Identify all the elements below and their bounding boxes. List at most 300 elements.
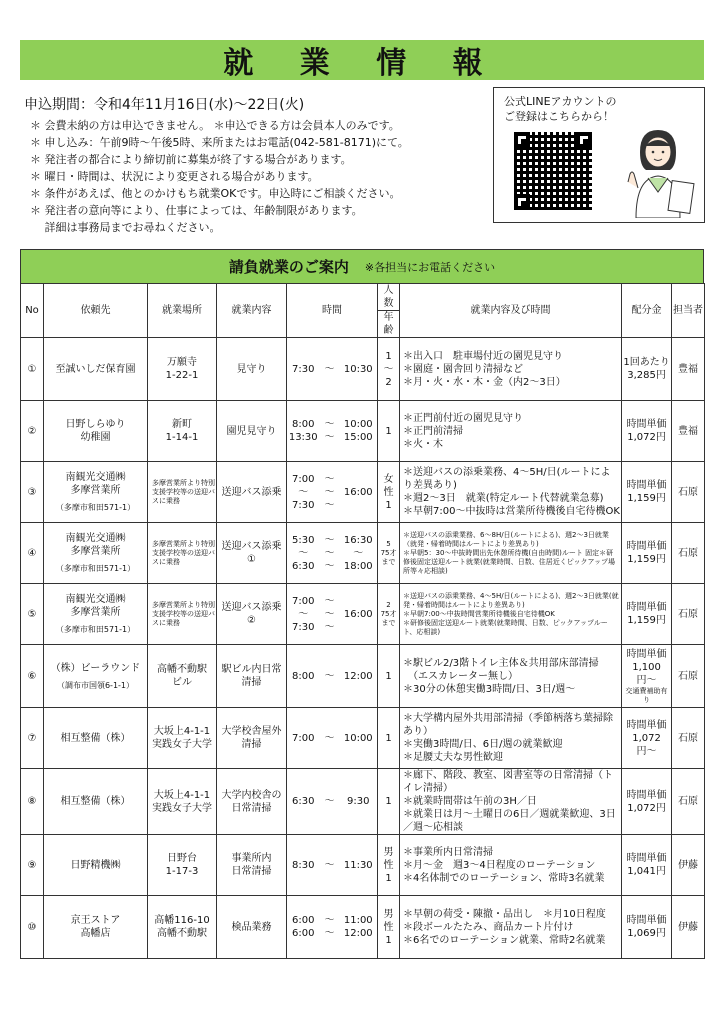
cell-detail bbox=[400, 584, 622, 645]
cell-line: 11:00 bbox=[343, 915, 373, 926]
cell-line: 16:00 bbox=[343, 608, 373, 620]
cell-line: 1,072円〜 bbox=[632, 732, 661, 757]
cell-line: 〜 bbox=[298, 486, 309, 498]
cell-line: 性 bbox=[383, 859, 394, 871]
col-staff: 担当者 bbox=[672, 284, 705, 338]
cell-line: 1,069円 bbox=[627, 928, 666, 939]
cell-client bbox=[44, 338, 148, 401]
section-title: 請負就業のご案内 bbox=[228, 258, 349, 276]
cell-line: ① bbox=[247, 554, 256, 565]
cell-line: （エスカレーター無し） bbox=[403, 670, 519, 682]
cell-line: 大学校舎屋外 bbox=[221, 726, 282, 737]
cell-no: ③ bbox=[21, 462, 44, 523]
cell-no: ⑩ bbox=[21, 896, 44, 959]
cell-time-sep bbox=[320, 896, 340, 959]
job-table bbox=[20, 283, 705, 959]
cell-place bbox=[148, 708, 217, 769]
notes-list bbox=[30, 117, 500, 236]
cell-line: 1,159円 bbox=[627, 554, 666, 565]
cell-line: ＊駅ビル2/3階トイレ主体＆共用部床部清掃 bbox=[403, 657, 599, 669]
cell-line: 日常清掃 bbox=[231, 802, 272, 814]
cell-line: 7:00 bbox=[292, 595, 315, 607]
cell-line: 幼稚園 bbox=[80, 432, 111, 443]
cell-no: ⑧ bbox=[21, 769, 44, 835]
cell-line: ＊出入口 駐車場付近の園児見守り bbox=[403, 350, 564, 362]
cell-line: 相互整備（株） bbox=[60, 732, 131, 744]
cell-line: 1,159円 bbox=[627, 615, 666, 626]
cell-line: 11:30 bbox=[343, 859, 373, 871]
time-separator: 〜 bbox=[324, 473, 335, 485]
cell-start-time bbox=[287, 708, 320, 769]
cell-staff: 伊藤 bbox=[672, 896, 705, 959]
cell-line: 16:30 bbox=[343, 534, 373, 546]
cell-content bbox=[217, 769, 287, 835]
cell-pay bbox=[622, 462, 672, 523]
cell-line: 性 bbox=[383, 486, 394, 498]
cell-line: 多摩営業所 bbox=[70, 485, 121, 496]
cell-line: まで bbox=[381, 618, 396, 627]
cell-line: 2 bbox=[385, 376, 392, 388]
cell-line: 男 bbox=[383, 846, 394, 858]
cell-pay bbox=[622, 523, 672, 584]
cell-people bbox=[378, 835, 400, 896]
cell-line: 8:00 bbox=[292, 670, 315, 682]
cell-line: 大坂上4-1-1 bbox=[153, 726, 211, 737]
cell-detail bbox=[400, 523, 622, 584]
cell-line: 京王ストア bbox=[70, 915, 121, 926]
table-row bbox=[21, 645, 705, 708]
cell-line: 送迎バス添乗 bbox=[221, 541, 282, 552]
cell-no: ⑤ bbox=[21, 584, 44, 645]
cell-line: 5:30 bbox=[292, 534, 315, 546]
cell-line: 実践女子大学 bbox=[152, 739, 212, 750]
cell-line: 1 bbox=[385, 425, 392, 437]
cell-content bbox=[217, 338, 287, 401]
cell-line: 1,072円 bbox=[627, 802, 666, 814]
client-address: （多摩市和田571-1） bbox=[55, 625, 136, 634]
cell-place bbox=[148, 523, 217, 584]
cell-line: 南観光交通㈱ bbox=[65, 472, 126, 483]
cell-line: 女 bbox=[383, 473, 394, 485]
cell-people bbox=[378, 401, 400, 462]
cell-line: 1,072円 bbox=[627, 432, 666, 443]
cell-line: ＊火・木 bbox=[403, 438, 444, 450]
cell-pay bbox=[622, 708, 672, 769]
cell-people bbox=[378, 645, 400, 708]
time-separator: 〜 bbox=[324, 547, 335, 559]
cell-line: 高幡店 bbox=[80, 928, 111, 939]
cell-line: ＊30分の休憩実働3時間/日、3日/週〜 bbox=[403, 683, 576, 695]
time-separator: 〜 bbox=[324, 928, 335, 939]
cell-line: 1-22-1 bbox=[165, 370, 199, 381]
cell-client bbox=[44, 896, 148, 959]
col-no: No bbox=[21, 284, 44, 338]
cell-line: 6:30 bbox=[292, 796, 315, 807]
cell-detail bbox=[400, 645, 622, 708]
table-row bbox=[21, 338, 705, 401]
cell-line: 大学内校舎の bbox=[221, 789, 282, 801]
cell-end-time bbox=[340, 462, 378, 523]
cell-line: 時間単価 bbox=[626, 648, 667, 660]
col-content: 就業内容 bbox=[217, 284, 287, 338]
cell-line: 時間単価 bbox=[626, 480, 667, 491]
cell-time-sep bbox=[320, 708, 340, 769]
cell-staff: 豊福 bbox=[672, 401, 705, 462]
cell-line: 12:00 bbox=[343, 670, 373, 682]
cell-client bbox=[44, 523, 148, 584]
time-separator: 〜 bbox=[324, 486, 335, 498]
table-row bbox=[21, 584, 705, 645]
cell-line: 7:30 bbox=[292, 499, 315, 511]
cell-detail bbox=[400, 338, 622, 401]
cell-line: 1 bbox=[385, 934, 392, 946]
cell-line: 7:00 bbox=[292, 473, 315, 485]
cell-content bbox=[217, 708, 287, 769]
cell-line: 検品業務 bbox=[231, 921, 272, 933]
cell-line: 〜 bbox=[298, 608, 309, 620]
cell-content bbox=[217, 523, 287, 584]
client-address: （多摩市和田571-1） bbox=[55, 564, 136, 573]
cell-line: 日野精機㈱ bbox=[70, 859, 121, 871]
cell-line: 7:00 bbox=[292, 732, 315, 744]
cell-start-time bbox=[287, 401, 320, 462]
cell-people bbox=[378, 462, 400, 523]
cell-pay bbox=[622, 769, 672, 835]
cell-line: ＊正門前清掃 bbox=[403, 425, 464, 437]
cell-line: 1 bbox=[385, 499, 392, 511]
cell-detail bbox=[400, 896, 622, 959]
cell-pay bbox=[622, 645, 672, 708]
cell-line: ＊就業日は月〜土曜日の6日／週就業歓迎、3日／週〜応相談 bbox=[403, 809, 616, 833]
cell-line: 高幡116-10 bbox=[154, 915, 210, 926]
cell-line: 〜 bbox=[298, 547, 309, 559]
cell-content bbox=[217, 462, 287, 523]
cell-line: ＊廊下、階段、教室、図書室等の日常清掃（トイレ清掃） bbox=[403, 770, 614, 794]
cell-line: 交通費補助有り bbox=[625, 686, 668, 704]
cell-line: 男 bbox=[383, 908, 394, 920]
cell-line: 3,285円 bbox=[627, 370, 666, 381]
cell-staff: 石原 bbox=[672, 584, 705, 645]
cell-line: 性 bbox=[383, 921, 394, 933]
cell-line: ＊早朝7:00〜中抜時は営業所待機後自宅待機OK bbox=[403, 506, 620, 517]
cell-end-time bbox=[340, 896, 378, 959]
time-separator: 〜 bbox=[324, 363, 335, 375]
cell-line: ＊送迎バスの添乗業務、6〜8H/日(ルートによる)、週2〜3日就業（就発・帰着時間はルートにより差異あり) bbox=[403, 530, 609, 548]
cell-detail bbox=[400, 708, 622, 769]
cell-detail bbox=[400, 401, 622, 462]
cell-start-time bbox=[287, 645, 320, 708]
time-separator: 〜 bbox=[324, 796, 335, 807]
cell-line: 75才 bbox=[380, 609, 397, 618]
cell-time-sep bbox=[320, 769, 340, 835]
time-separator: 〜 bbox=[324, 560, 335, 572]
cell-client bbox=[44, 584, 148, 645]
cell-people bbox=[378, 769, 400, 835]
note-line: ＊ 発注者の意向等により、仕事によっては、年齢制限があります。 bbox=[30, 204, 363, 217]
time-separator: 〜 bbox=[324, 595, 335, 607]
cell-client bbox=[44, 708, 148, 769]
cell-line: 13:30 bbox=[288, 432, 318, 443]
cell-people bbox=[378, 523, 400, 584]
cell-people bbox=[378, 896, 400, 959]
cell-line: 事業所内 bbox=[231, 853, 272, 864]
cell-line: ＊月・火・水・木・金（内2〜3日） bbox=[403, 376, 566, 388]
cell-line: ＊研修後固定送迎ルート就業(就業時間、日数、ピックアップルート、応相談) bbox=[403, 618, 608, 636]
cell-end-time bbox=[340, 645, 378, 708]
cell-line: ＊園庭・園舎回り清掃など bbox=[403, 363, 524, 375]
cell-line: 2 bbox=[386, 600, 391, 609]
cell-line: ＊就業時間帯は午前の3H／日 bbox=[403, 796, 537, 807]
cell-line: 10:00 bbox=[343, 419, 373, 430]
cell-line: 8:30 bbox=[292, 859, 315, 871]
cell-line: 多摩営業所 bbox=[70, 607, 121, 618]
table-row bbox=[21, 769, 705, 835]
cell-place bbox=[148, 584, 217, 645]
cell-line: 多摩営業所より特別支援学校等の送迎バスに乗務 bbox=[152, 600, 215, 627]
cell-staff: 石原 bbox=[672, 462, 705, 523]
cell-end-time bbox=[340, 769, 378, 835]
time-separator: 〜 bbox=[324, 732, 335, 744]
cell-end-time bbox=[340, 523, 378, 584]
cell-line: 日野しらゆり bbox=[65, 419, 126, 430]
cell-line: 時間単価 bbox=[626, 719, 667, 731]
cell-line: 10:00 bbox=[343, 732, 373, 744]
cell-no: ⑦ bbox=[21, 708, 44, 769]
note-line: ＊ 申し込み：午前9時〜午後5時、来所またはお電話(042-581-8171)にて。 bbox=[30, 136, 409, 149]
cell-start-time bbox=[287, 584, 320, 645]
section-subtitle: ※各担当にお電話ください bbox=[364, 260, 496, 274]
cell-pay bbox=[622, 338, 672, 401]
cell-line: 清掃 bbox=[241, 739, 262, 750]
application-period: 申込期間：令和4年11月16日(水)〜22日(火) bbox=[24, 97, 305, 113]
cell-start-time bbox=[287, 523, 320, 584]
cell-start-time bbox=[287, 462, 320, 523]
cell-line: 南観光交通㈱ bbox=[65, 594, 126, 605]
cell-line: 7:30 bbox=[292, 621, 315, 633]
woman-illustration-icon bbox=[618, 122, 698, 218]
page-title: 就 業 情 報 bbox=[223, 46, 501, 81]
cell-line: ＊正門前付近の園児見守り bbox=[403, 412, 524, 424]
cell-line: 日常清掃 bbox=[231, 866, 272, 877]
cell-content bbox=[217, 835, 287, 896]
note-line: ＊ 曜日・時間は、状況により変更される場合があります。 bbox=[30, 170, 319, 183]
note-line: ＊ 発注者の都合により締切前に募集が終了する場合があります。 bbox=[30, 153, 352, 166]
cell-time-sep bbox=[320, 835, 340, 896]
cell-line: 多摩営業所より特別支援学校等の送迎バスに乗務 bbox=[152, 478, 215, 505]
cell-line: 1 bbox=[385, 872, 392, 884]
table-row bbox=[21, 708, 705, 769]
cell-client bbox=[44, 401, 148, 462]
cell-line: ＊早朝5：30〜中抜時間出先休憩所待機(自由時間)ルート 固定＊研修後固定送迎ルート就業(就業時間、日数、住居近くピックアップ場所等々応相談) bbox=[403, 548, 615, 575]
cell-place bbox=[148, 338, 217, 401]
cell-line: 南観光交通㈱ bbox=[65, 533, 126, 544]
section-header bbox=[20, 249, 704, 284]
cell-people bbox=[378, 708, 400, 769]
col-pay: 配分金 bbox=[622, 284, 672, 338]
cell-place bbox=[148, 462, 217, 523]
cell-line: 送迎バス添乗 bbox=[221, 486, 282, 498]
cell-client bbox=[44, 645, 148, 708]
cell-time-sep bbox=[320, 523, 340, 584]
cell-detail bbox=[400, 769, 622, 835]
note-line: 詳細は事務局までお尋ねください。 bbox=[30, 221, 221, 234]
client-address: （多摩市和田571-1） bbox=[55, 503, 136, 512]
cell-line: 駅ビル内日常 bbox=[221, 664, 282, 675]
cell-staff: 豊福 bbox=[672, 338, 705, 401]
cell-line: 高幡不動駅 bbox=[157, 928, 207, 939]
cell-content bbox=[217, 584, 287, 645]
cell-end-time bbox=[340, 338, 378, 401]
table-row bbox=[21, 835, 705, 896]
table-row bbox=[21, 523, 705, 584]
cell-line: 1,100円〜 bbox=[632, 661, 661, 686]
cell-line: 6:30 bbox=[292, 560, 315, 572]
cell-line: 〜 bbox=[383, 363, 394, 375]
qr-code[interactable] bbox=[514, 132, 592, 210]
cell-line: ＊早朝の荷受・陳撤・品出し ＊月10日程度 bbox=[403, 908, 606, 920]
cell-time-sep bbox=[320, 645, 340, 708]
cell-time-sep bbox=[320, 584, 340, 645]
cell-line: 16:00 bbox=[343, 486, 373, 498]
col-people: 人数 bbox=[378, 284, 400, 311]
cell-detail bbox=[400, 835, 622, 896]
cell-line: 園児見守り bbox=[226, 425, 277, 437]
table-row bbox=[21, 401, 705, 462]
cell-end-time bbox=[340, 835, 378, 896]
cell-line: 9:30 bbox=[347, 796, 370, 807]
time-separator: 〜 bbox=[324, 534, 335, 546]
col-client: 依頼先 bbox=[44, 284, 148, 338]
cell-line: 多摩営業所より特別支援学校等の送迎バスに乗務 bbox=[152, 539, 215, 566]
time-separator: 〜 bbox=[324, 621, 335, 633]
cell-staff: 石原 bbox=[672, 645, 705, 708]
note-line: ＊ 会費未納の方は申込できません。 ＊申込できる方は会員本人のみです。 bbox=[30, 119, 400, 132]
cell-line: ＊6名でのローテーション就業、常時2名就業 bbox=[403, 934, 606, 946]
cell-no: ⑥ bbox=[21, 645, 44, 708]
cell-place bbox=[148, 896, 217, 959]
col-time: 時間 bbox=[287, 284, 378, 338]
cell-line: 大坂上4-1-1 bbox=[153, 789, 211, 801]
cell-people bbox=[378, 338, 400, 401]
time-separator: 〜 bbox=[324, 670, 335, 682]
cell-start-time bbox=[287, 835, 320, 896]
line-account-box bbox=[493, 87, 705, 223]
cell-time-sep bbox=[320, 338, 340, 401]
cell-client bbox=[44, 462, 148, 523]
cell-line: 1,041円 bbox=[627, 866, 666, 877]
cell-line: ＊事業所内日常清掃 bbox=[403, 846, 494, 858]
cell-line: 1-17-3 bbox=[165, 866, 199, 877]
cell-place bbox=[148, 401, 217, 462]
cell-people bbox=[378, 584, 400, 645]
cell-line: 6:00 bbox=[292, 928, 315, 939]
cell-place bbox=[148, 645, 217, 708]
cell-line: 1回あたり bbox=[623, 357, 670, 368]
cell-line: 12:00 bbox=[343, 928, 373, 939]
cell-line: 1,159円 bbox=[627, 493, 666, 504]
cell-line: 5 bbox=[386, 539, 391, 548]
cell-line: 8:00 bbox=[292, 419, 315, 430]
cell-no: ⑨ bbox=[21, 835, 44, 896]
cell-line: ＊月〜金 週3〜4日程度のローテーション bbox=[403, 859, 596, 871]
cell-place bbox=[148, 835, 217, 896]
col-age: 年齢 bbox=[378, 311, 400, 338]
cell-line: 1 bbox=[385, 732, 392, 744]
cell-line: 時間単価 bbox=[626, 419, 667, 430]
cell-line: 多摩営業所 bbox=[70, 546, 121, 557]
cell-line: ＊段ボールたたみ、商品カート片付け bbox=[403, 921, 574, 933]
cell-line: 時間単価 bbox=[626, 602, 667, 613]
cell-place bbox=[148, 769, 217, 835]
cell-line: 7:30 bbox=[292, 363, 315, 375]
cell-line: ＊早朝7:00〜中抜時間営業所待機後自宅待機OK bbox=[403, 609, 555, 618]
cell-line: ＊大学構内屋外共用部清掃（季節柄落ち葉掃除あり） bbox=[403, 713, 614, 737]
table-row bbox=[21, 896, 705, 959]
cell-time-sep bbox=[320, 401, 340, 462]
note-line: ＊ 条件があえば、他とのかけもち就業OKです。申込時にご相談ください。 bbox=[30, 187, 401, 200]
col-detail: 就業内容及び時間 bbox=[400, 284, 622, 338]
cell-staff: 石原 bbox=[672, 523, 705, 584]
cell-content bbox=[217, 401, 287, 462]
cell-line: 1 bbox=[385, 350, 392, 362]
cell-line: ＊4名体制でのローテーション、常時3名就業 bbox=[403, 872, 605, 884]
cell-no: ④ bbox=[21, 523, 44, 584]
cell-start-time bbox=[287, 769, 320, 835]
cell-end-time bbox=[340, 584, 378, 645]
cell-line: まで bbox=[381, 557, 396, 566]
client-address: （調布市国領6-1-1） bbox=[56, 680, 135, 690]
cell-line: ② bbox=[247, 615, 256, 626]
cell-line: ＊週2〜3日 就業(特定ルート代替就業急募) bbox=[403, 493, 604, 504]
cell-line: 75才 bbox=[380, 548, 397, 557]
cell-line: （株）ビーラウンド bbox=[50, 662, 141, 674]
cell-line: 送迎バス添乗 bbox=[221, 602, 282, 613]
cell-line: 高幡不動駅 bbox=[157, 664, 207, 675]
time-separator: 〜 bbox=[324, 859, 335, 871]
col-place: 就業場所 bbox=[148, 284, 217, 338]
line-account-text: 公式LINEアカウントの ご登録はこちらから！ bbox=[504, 95, 617, 123]
cell-no: ② bbox=[21, 401, 44, 462]
cell-client bbox=[44, 835, 148, 896]
cell-line: 清掃 bbox=[241, 677, 262, 688]
table-row bbox=[21, 462, 705, 523]
cell-line: ＊送迎バスの添乗業務、4〜5H/日(ルートによる)、週2〜3日就業(就発・帰着時間はルートにより差異あり) bbox=[403, 591, 619, 609]
cell-detail bbox=[400, 462, 622, 523]
cell-line: 〜 bbox=[353, 547, 364, 559]
cell-pay bbox=[622, 401, 672, 462]
cell-line: 1 bbox=[385, 796, 392, 807]
cell-line: 時間単価 bbox=[626, 853, 667, 864]
cell-line: 新町 bbox=[172, 419, 192, 430]
cell-content bbox=[217, 896, 287, 959]
cell-line: ＊実働3時間/日、6日/週の就業歓迎 bbox=[403, 739, 563, 750]
cell-line: 1-14-1 bbox=[165, 432, 199, 443]
cell-line: 日野台 bbox=[167, 853, 197, 864]
cell-line: 6:00 bbox=[292, 915, 315, 926]
time-separator: 〜 bbox=[324, 419, 335, 430]
time-separator: 〜 bbox=[324, 915, 335, 926]
title-banner bbox=[20, 40, 704, 80]
cell-client bbox=[44, 769, 148, 835]
cell-line: ＊足腰丈夫な男性歓迎 bbox=[403, 752, 504, 763]
cell-line: ＊送迎バスの添乗業務、4〜5H/日(ルートにより差異あり) bbox=[403, 467, 611, 491]
cell-line: 見守り bbox=[236, 363, 267, 375]
time-separator: 〜 bbox=[324, 499, 335, 511]
cell-line: 実践女子大学 bbox=[152, 802, 212, 814]
cell-line: 時間単価 bbox=[626, 915, 667, 926]
cell-pay bbox=[622, 584, 672, 645]
cell-pay bbox=[622, 896, 672, 959]
